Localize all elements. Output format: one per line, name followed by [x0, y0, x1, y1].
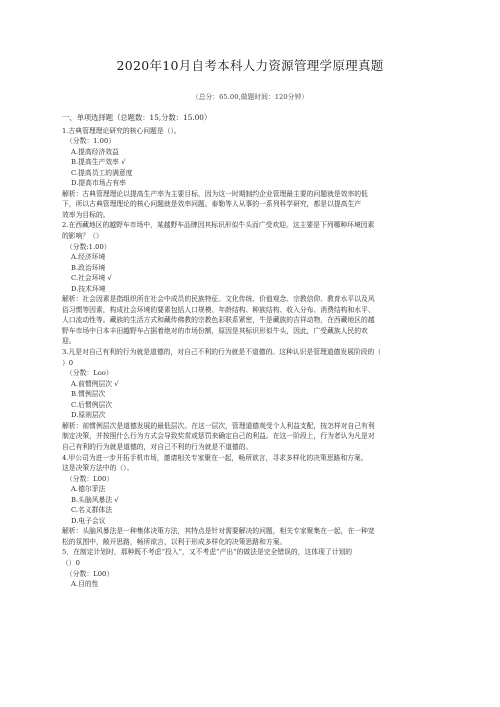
- question-stem-line: 4.甲公司为进一步开拓手机市场，邀请相关专家聚在一起，畅所欲言，寻求多样化的决策思路和方案。: [62, 453, 368, 462]
- analysis-line: 解析：头脑风暴法是一种集体决策方法，其特点是针对需要解决的问题，相关专家聚集在一起，在一种宽: [62, 527, 375, 536]
- question-item: [62, 453, 454, 548]
- analysis-line: 解析：社会因素是指组织所在社会中成员的民族特征、文化传统、价值观念、宗教信仰、教育水平以及风: [62, 295, 375, 304]
- answer-option: B.政治环境: [71, 263, 106, 272]
- answer-option: A.提高经济效益: [71, 147, 119, 156]
- answer-option: A.前惯例层次 √: [71, 379, 119, 388]
- question-item: [62, 547, 454, 589]
- question-score: （分数:1.00）: [66, 242, 111, 251]
- document-body: [62, 113, 454, 590]
- question-score: （分数：1.00）: [66, 137, 116, 146]
- analysis-line: 效率为目标的。: [62, 210, 110, 219]
- question-list: [62, 126, 454, 590]
- question-stem-line: 的影响？（）: [62, 232, 103, 241]
- answer-option: C.社会环境 √: [71, 274, 112, 283]
- answer-option: B.头脑风暴法 √: [71, 495, 119, 504]
- question-item: [62, 220, 454, 347]
- question-score: （分数：Loo）: [66, 369, 113, 378]
- answer-option: C.提高员工的满意度: [71, 168, 133, 177]
- answer-option: A.德尔菲法: [71, 485, 106, 494]
- exam-meta: （总分：65.00,做题时间：120分钟）: [191, 93, 309, 101]
- question-stem-line: 这是决策方法中的（）。: [62, 464, 134, 473]
- analysis-line: 下，所以古典管理理论的核心问题就是效率问题。泰勒等人从事的一系列科学研究，都是以提高生产: [62, 200, 362, 209]
- analysis-line: 迎。: [62, 337, 76, 346]
- section-heading: 一、单项选择题（总题数：15,分数：15.00）: [62, 113, 212, 122]
- question-stem-line: 5．在制定计划时，那种既不考虑“投入”，又不考虑“产出”的做法是完全错误的，这体现了计划的: [62, 548, 353, 557]
- analysis-line: 俗习惯等因素，构成社会环境的要素包括人口规模、年龄结构、种族结构、收入分布、消费结构和水平、: [62, 305, 375, 314]
- answer-option: B.提高生产效率 √: [71, 158, 126, 167]
- answer-option: B.惯例层次: [71, 390, 106, 399]
- analysis-line: 制定决策，并按照什么行为方式会导致奖赏或惩罚来确定自己的利益。在这一阶段上，行为者认为凡是对: [62, 432, 375, 441]
- answer-option: D.技术环境: [71, 284, 106, 293]
- page-title: 2020年10月自考本科人力资源管理学原理真题: [116, 58, 384, 73]
- analysis-line: 解析：前惯例层次是道德发展的最低层次。在这一层次，管理道德观受个人利益支配，按怎样对自己有利: [62, 421, 375, 430]
- question-score: （分数：L00）: [66, 569, 114, 578]
- analysis-line: 解析：古典管理理论以提高生产率为主要目标，因为这一时期制约企业管理最主要的问题就是效率的低: [62, 189, 368, 198]
- analysis-line: 野车市场中日本丰田越野车占据着绝对的市场份额，原因是其标识形似牛头，因此，广受藏族人民的欢: [62, 326, 368, 335]
- answer-option: C.名义群体法: [71, 506, 113, 515]
- analysis-line: 松的氛围中，敞开思路，畅所欲言，以利于形成多样化的决策思路和方案。: [62, 537, 287, 546]
- question-stem-line: （）0: [62, 558, 80, 567]
- question-stem-line: 2.在西藏地区的越野车市场中，某越野车品牌因其标识形似牛头而广受欢迎。这主要是下列哪种环境因素: [62, 221, 375, 230]
- answer-option: C.后惯例层次: [71, 400, 113, 409]
- question-stem-line: 1.古典管理理论研究的核心问题是（）。: [62, 126, 181, 135]
- analysis-line: 人口流动性等。藏族的生活方式和藏传佛教的宗教色彩联系紧密，牛是藏族的吉祥动物，在西藏地区的越: [62, 316, 375, 325]
- question-item: [62, 126, 454, 221]
- question-stem-line: ）0: [62, 358, 74, 367]
- question-item: [62, 347, 454, 452]
- answer-option: A.经济环境: [71, 253, 106, 262]
- answer-option: A.目的性: [71, 580, 99, 589]
- answer-option: D.提高市场占有率: [71, 179, 126, 188]
- question-score: （分数：L00）: [66, 474, 114, 483]
- answer-option: D.原则层次: [71, 411, 106, 420]
- question-stem-line: 3.凡是对自己有利的行为就是道德的，对自己不利的行为就是不道德的。这种认识是管理道德发展阶段的（: [62, 348, 382, 357]
- analysis-line: 自己有利的行为就是道德的，对自己不利的行为就是不道德的。: [62, 442, 253, 451]
- answer-option: D.电子会议: [71, 516, 106, 525]
